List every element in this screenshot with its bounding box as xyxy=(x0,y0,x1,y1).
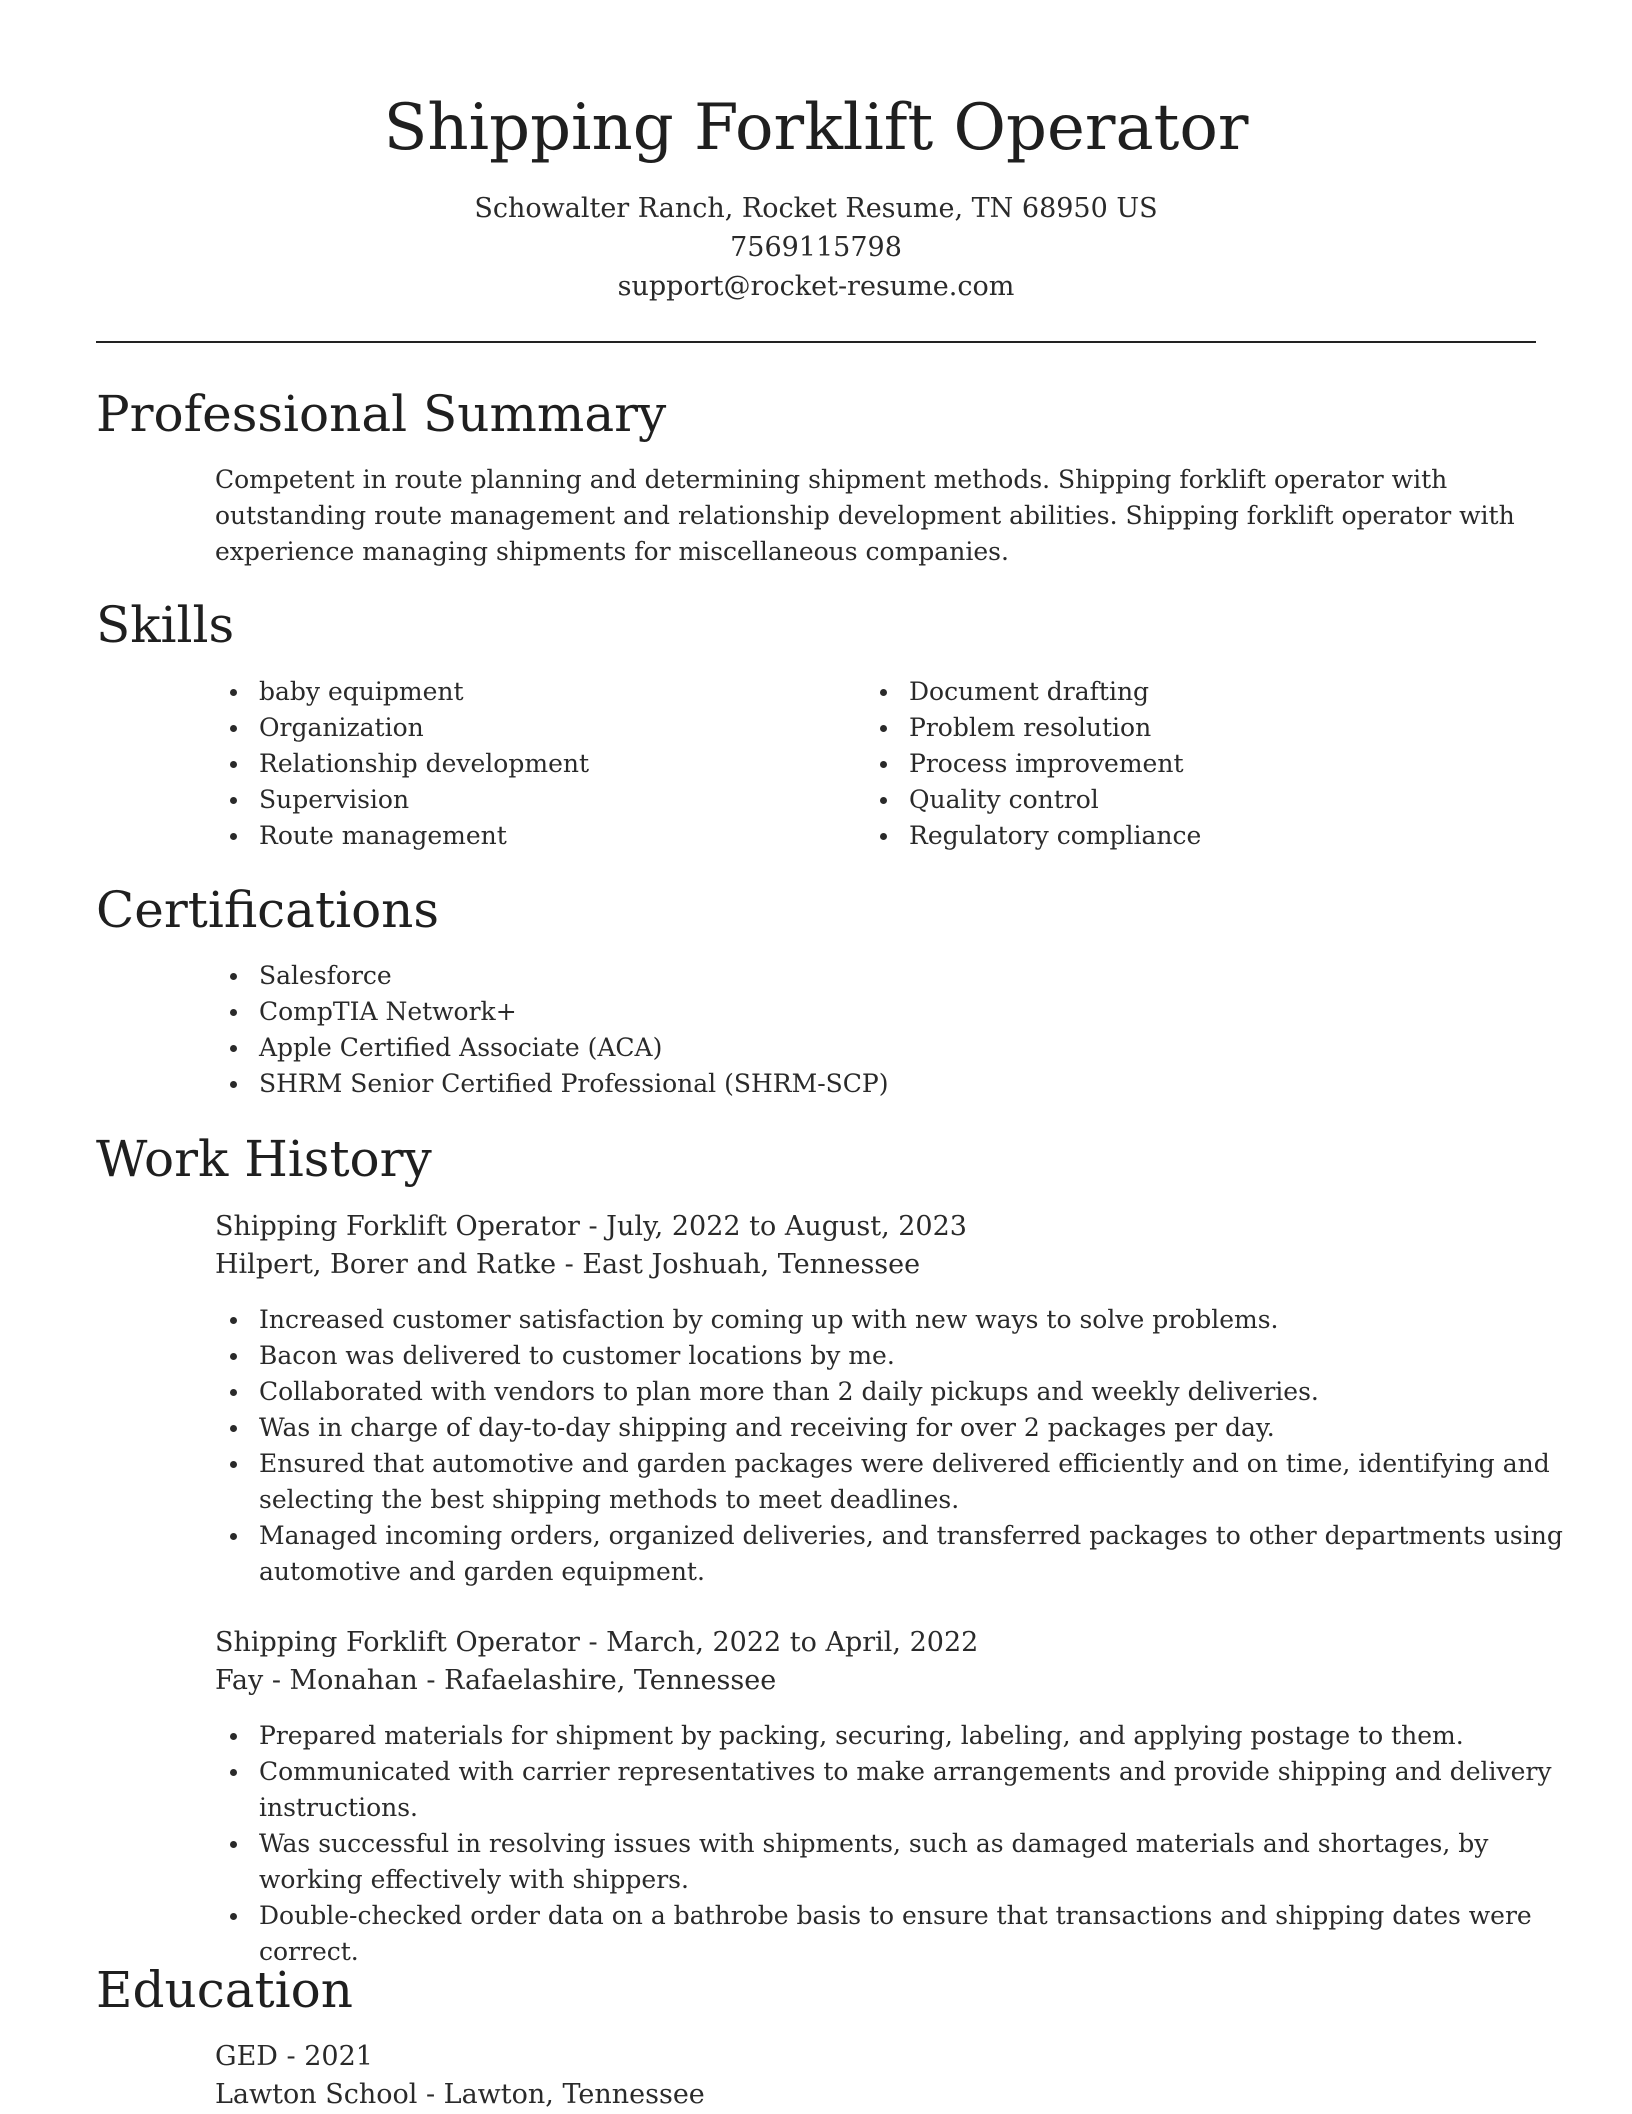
skills-list-left xyxy=(215,674,859,854)
job-company-location: Fay - Monahan - Rafaelashire, Tennessee xyxy=(215,1665,777,1696)
job-duty-item: Increased customer satisfaction by coming up with new ways to solve problems. xyxy=(259,1302,1580,1338)
job-duty-item: Communicated with carrier representatives to make arrangements and provide shipping and delivery instructions. xyxy=(259,1754,1580,1826)
skill-item: Relationship development xyxy=(259,746,859,782)
certification-item: CompTIA Network+ xyxy=(259,994,1559,1030)
job-duties-list xyxy=(215,1718,1580,1970)
skill-item: Regulatory compliance xyxy=(909,818,1559,854)
contact-address: Schowalter Ranch, Rocket Resume, TN 68950 US xyxy=(474,193,1158,224)
skill-item: Quality control xyxy=(909,782,1559,818)
education-heading: Education xyxy=(96,1961,353,2019)
job-role-dates: Shipping Forklift Operator - March, 2022 to April, 2022 xyxy=(215,1627,979,1658)
certification-item: Apple Certified Associate (ACA) xyxy=(259,1030,1559,1066)
education-school-location: Lawton School - Lawton, Tennessee xyxy=(215,2079,705,2110)
job-role-dates: Shipping Forklift Operator - July, 2022 to August, 2023 xyxy=(215,1211,967,1242)
job-duty-item: Ensured that automotive and garden packages were delivered efficiently and on time, identifying and selecting the best shipping methods to meet deadlines. xyxy=(259,1446,1580,1518)
skill-item: Route management xyxy=(259,818,859,854)
certifications-list xyxy=(215,958,1559,1102)
skill-item: Supervision xyxy=(259,782,859,818)
summary-heading: Professional Summary xyxy=(96,385,667,443)
job-company-location: Hilpert, Borer and Ratke - East Joshuah, Tennessee xyxy=(215,1249,921,1280)
contact-phone: 7569115798 xyxy=(730,232,902,263)
candidate-name: Shipping Forklift Operator xyxy=(383,91,1249,165)
skill-item: Document drafting xyxy=(909,674,1559,710)
certifications-heading: Certifications xyxy=(96,881,440,939)
work-history-heading: Work History xyxy=(96,1130,432,1188)
skill-item: Problem resolution xyxy=(909,710,1559,746)
job-duties-list xyxy=(215,1302,1580,1590)
certification-item: Salesforce xyxy=(259,958,1559,994)
job-duty-item: Was in charge of day-to-day shipping and receiving for over 2 packages per day. xyxy=(259,1410,1580,1446)
skill-item: baby equipment xyxy=(259,674,859,710)
job-duty-item: Double-checked order data on a bathrobe basis to ensure that transactions and shipping dates were correct. xyxy=(259,1898,1580,1970)
job-duty-item: Prepared materials for shipment by packing, securing, labeling, and applying postage to them. xyxy=(259,1718,1580,1754)
education-degree-year: GED - 2021 xyxy=(215,2041,373,2072)
job-duty-item: Was successful in resolving issues with shipments, such as damaged materials and shortages, by working effectively with shippers. xyxy=(259,1826,1580,1898)
summary-text: Competent in route planning and determining shipment methods. Shipping forklift operator with outstanding route management and relationship development abilities. Shipping forklift operator with experience managing shipments for miscellaneous companies. xyxy=(215,465,1515,566)
skill-item: Process improvement xyxy=(909,746,1559,782)
header-divider xyxy=(96,341,1536,343)
job-duty-item: Bacon was delivered to customer locations by me. xyxy=(259,1338,1580,1374)
contact-email[interactable]: support@rocket-resume.com xyxy=(617,271,1015,302)
certification-item: SHRM Senior Certified Professional (SHRM-SCP) xyxy=(259,1066,1559,1102)
skills-heading: Skills xyxy=(96,596,235,654)
resume-header xyxy=(0,80,1632,306)
job-duty-item: Collaborated with vendors to plan more than 2 daily pickups and weekly deliveries. xyxy=(259,1374,1580,1410)
skill-item: Organization xyxy=(259,710,859,746)
skills-list-right xyxy=(865,674,1559,854)
job-duty-item: Managed incoming orders, organized deliveries, and transferred packages to other departments using automotive and garden equipment. xyxy=(259,1518,1580,1590)
